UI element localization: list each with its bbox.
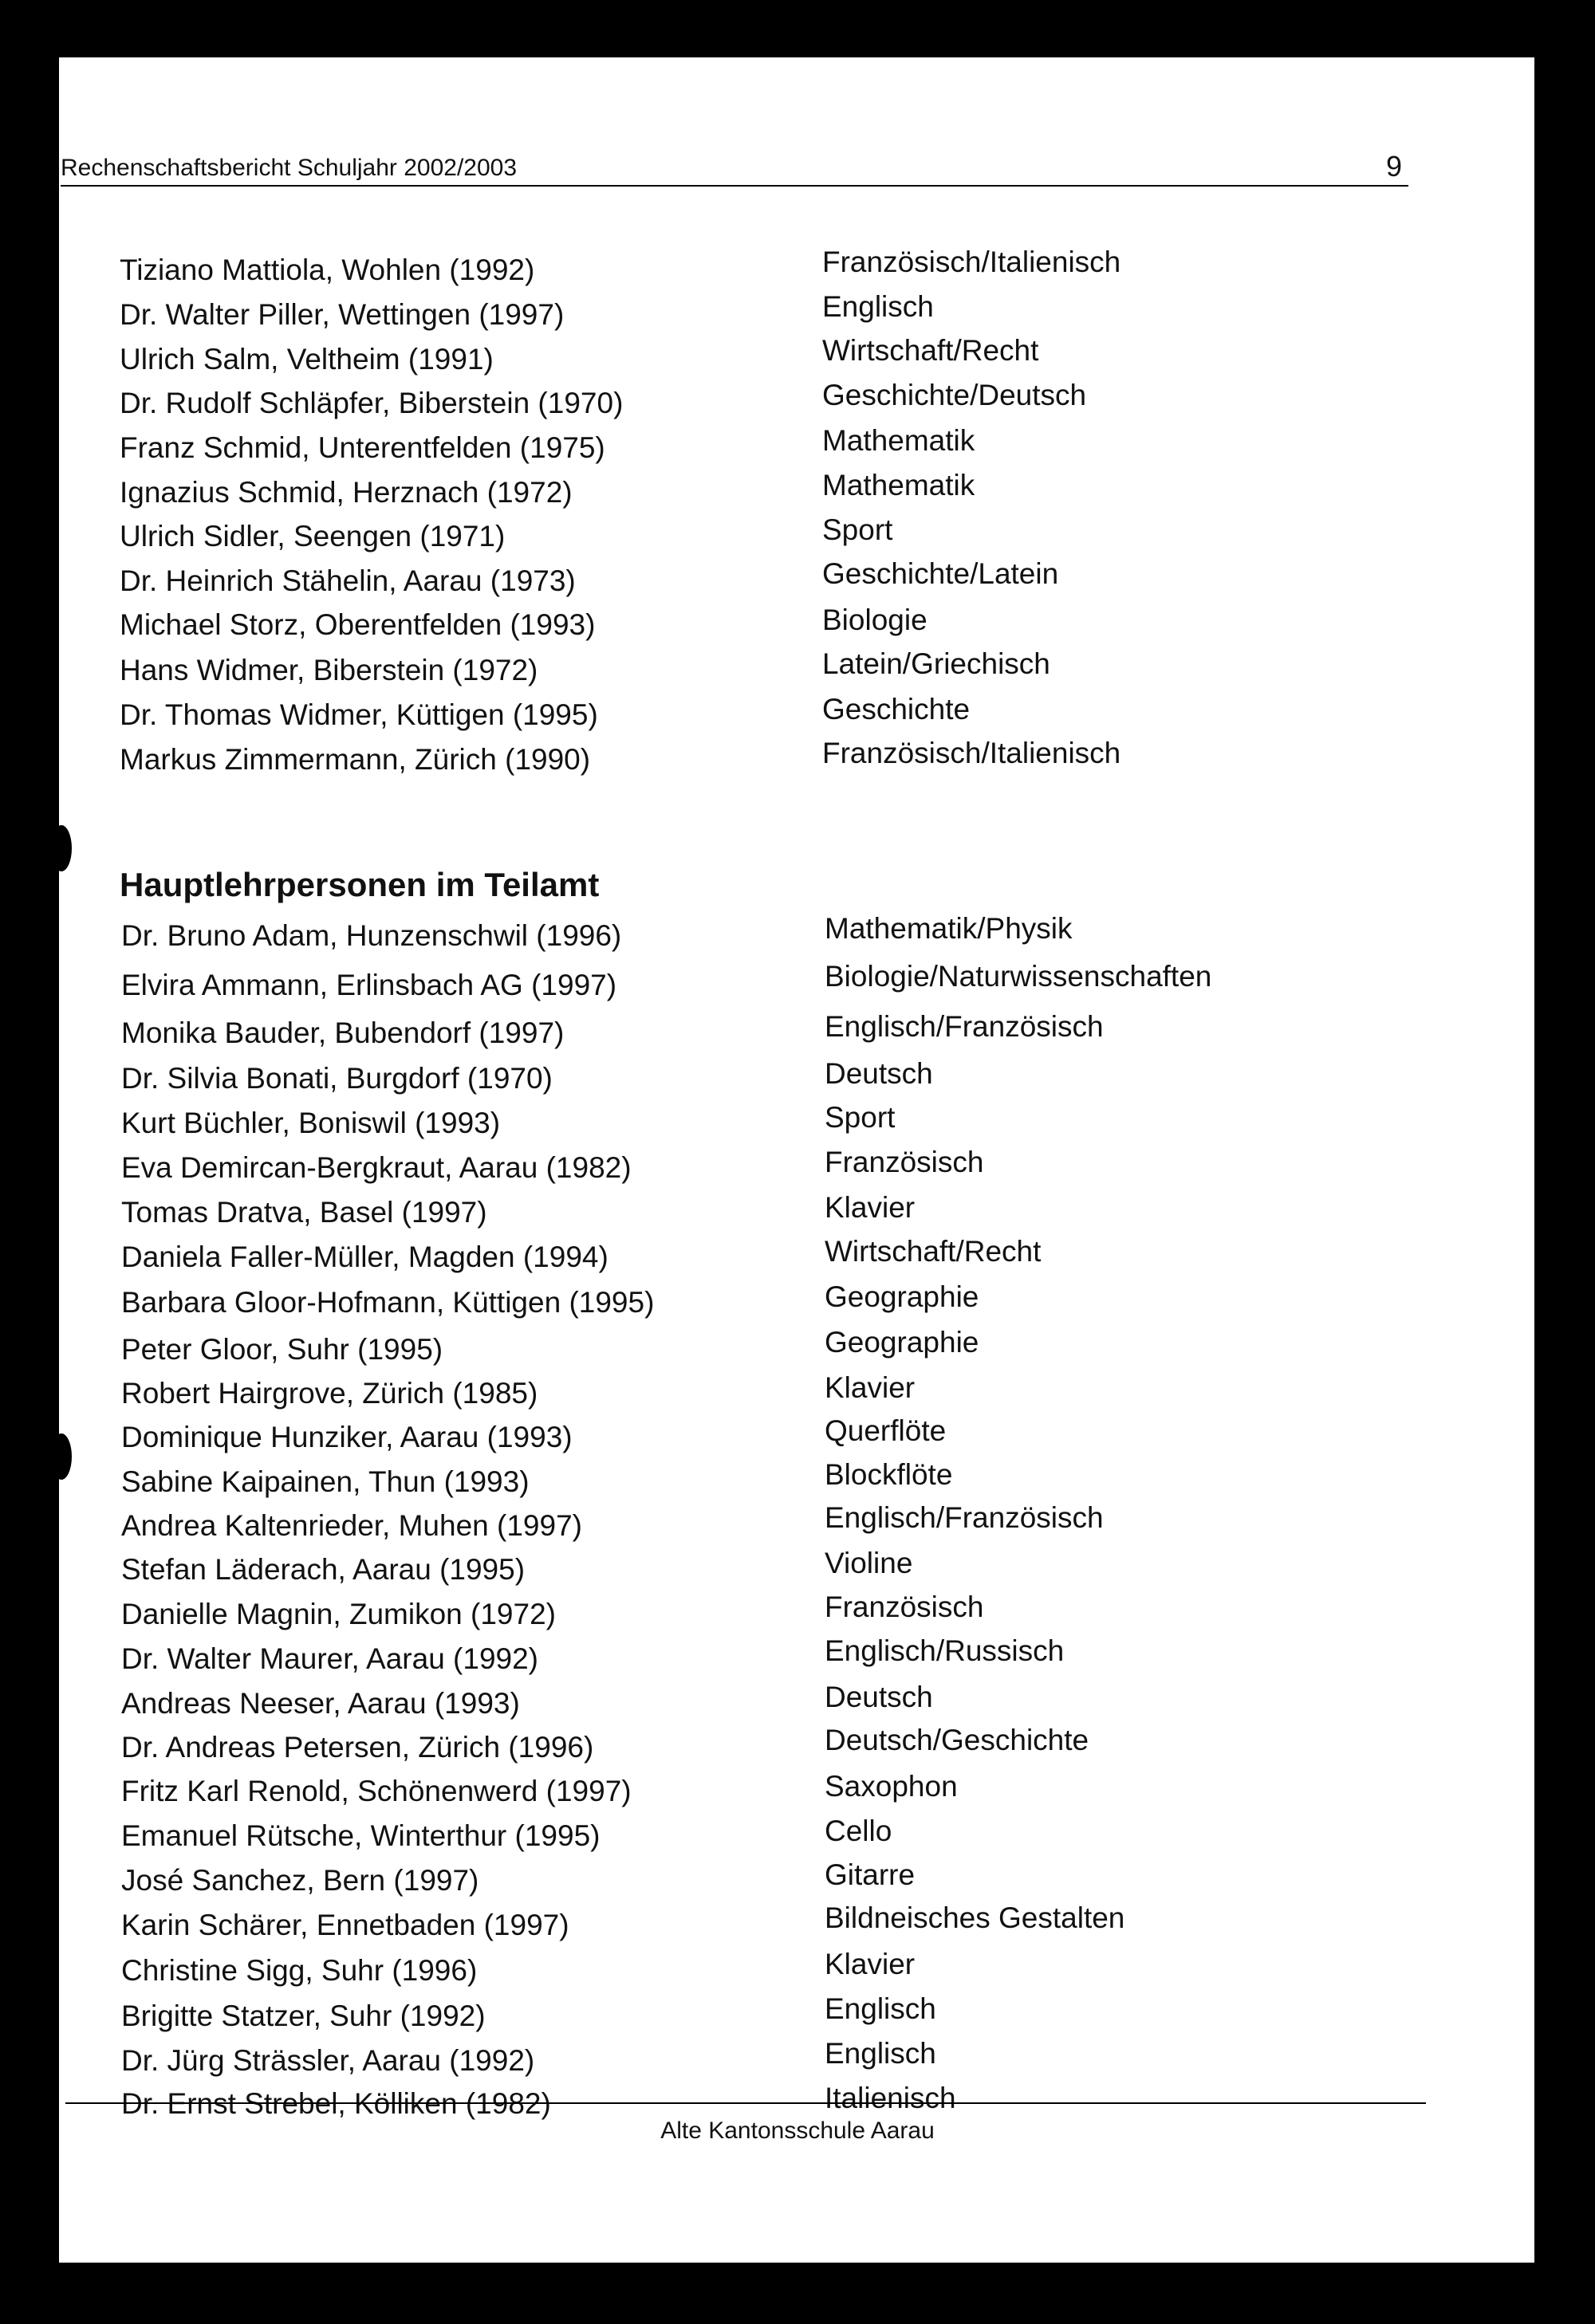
teacher-subject: Klavier — [825, 1948, 916, 1980]
section-heading: Hauptlehrpersonen im Teilamt — [120, 866, 600, 903]
teacher-name: Dr. Heinrich Stähelin, Aarau (1973) — [120, 564, 576, 597]
teacher-subject: Biologie/Naturwissenschaften — [825, 960, 1212, 993]
teacher-name: Ignazius Schmid, Herznach (1972) — [120, 476, 573, 509]
teacher-name: Franz Schmid, Unterentfelden (1975) — [120, 431, 605, 464]
teacher-name: Emanuel Rütsche, Winterthur (1995) — [121, 1819, 601, 1852]
footer-divider — [65, 2102, 1426, 2104]
report-title: Rechenschaftsbericht Schuljahr 2002/2003 — [61, 155, 518, 181]
teacher-subject: Bildneisches Gestalten — [825, 1901, 1125, 1934]
teacher-subject: Blockflöte — [825, 1458, 953, 1491]
teacher-subject: Englisch — [822, 290, 934, 323]
teacher-name: Dr. Rudolf Schläpfer, Biberstein (1970) — [120, 387, 624, 419]
teacher-subject: Französisch — [825, 1591, 984, 1623]
teacher-name: Tiziano Mattiola, Wohlen (1992) — [120, 254, 535, 286]
teacher-name: Andreas Neeser, Aarau (1993) — [121, 1687, 520, 1720]
teacher-subject: Cello — [825, 1815, 892, 1847]
teacher-name: Peter Gloor, Suhr (1995) — [121, 1333, 443, 1366]
teacher-name: Brigitte Statzer, Suhr (1992) — [121, 2000, 486, 2032]
teacher-subject: Sport — [822, 513, 893, 546]
teacher-subject: Mathematik — [822, 469, 975, 501]
teacher-name: Dr. Jürg Strässler, Aarau (1992) — [121, 2044, 535, 2077]
teacher-name: Karin Schärer, Ennetbaden (1997) — [121, 1909, 569, 1941]
teacher-name: Ulrich Salm, Veltheim (1991) — [120, 343, 494, 376]
teacher-name: Robert Hairgrove, Zürich (1985) — [121, 1377, 538, 1410]
teacher-subject: Englisch — [825, 2037, 936, 2070]
teacher-name: Danielle Magnin, Zumikon (1972) — [121, 1598, 556, 1630]
teacher-subject: Mathematik — [822, 424, 975, 457]
teacher-name: Ulrich Sidler, Seengen (1971) — [120, 520, 506, 552]
page-footer: Alte Kantonsschule Aarau — [660, 2118, 935, 2144]
teacher-subject: Violine — [825, 1547, 913, 1579]
teacher-subject: Wirtschaft/Recht — [822, 334, 1039, 367]
teacher-name: Dr. Thomas Widmer, Küttigen (1995) — [120, 698, 598, 731]
teacher-subject: Geographie — [825, 1326, 979, 1359]
teacher-name: Kurt Büchler, Boniswil (1993) — [121, 1107, 501, 1139]
punch-hole — [51, 1433, 72, 1480]
teacher-subject: Biologie — [822, 604, 927, 636]
teacher-name: Daniela Faller-Müller, Magden (1994) — [121, 1241, 608, 1273]
teacher-subject: Italienisch — [825, 2082, 956, 2114]
teacher-subject: Sport — [825, 1101, 896, 1134]
teacher-subject: Englisch/Russisch — [825, 1634, 1065, 1667]
teacher-subject: Französisch/Italienisch — [822, 737, 1121, 769]
teacher-subject: Französisch — [825, 1146, 984, 1178]
teacher-name: Christine Sigg, Suhr (1996) — [121, 1954, 478, 1987]
teacher-name: Barbara Gloor-Hofmann, Küttigen (1995) — [121, 1286, 655, 1319]
teacher-subject: Englisch/Französisch — [825, 1501, 1104, 1534]
teacher-name: Elvira Ammann, Erlinsbach AG (1997) — [121, 969, 617, 1001]
teacher-name: Michael Storz, Oberentfelden (1993) — [120, 608, 596, 641]
teacher-subject: Gitarre — [825, 1858, 916, 1891]
teacher-subject: Englisch/Französisch — [825, 1010, 1104, 1043]
teacher-name: Eva Demircan-Bergkraut, Aarau (1982) — [121, 1151, 632, 1184]
teacher-subject: Latein/Griechisch — [822, 647, 1050, 680]
teacher-name: Sabine Kaipainen, Thun (1993) — [121, 1465, 530, 1498]
teacher-name: Dr. Bruno Adam, Hunzenschwil (1996) — [121, 919, 622, 952]
page-number: 9 — [1385, 150, 1402, 183]
teacher-name: Dr. Ernst Strebel, Kölliken (1982) — [121, 2087, 551, 2120]
teacher-subject: Querflöte — [825, 1414, 947, 1447]
teacher-subject: Englisch — [825, 1992, 936, 2025]
teacher-subject: Deutsch/Geschichte — [825, 1724, 1089, 1756]
teacher-name: José Sanchez, Bern (1997) — [121, 1864, 479, 1897]
punch-hole — [51, 825, 72, 871]
teacher-name: Hans Widmer, Biberstein (1972) — [120, 654, 538, 686]
teacher-subject: Geschichte/Latein — [822, 557, 1059, 590]
teacher-subject: Mathematik/Physik — [825, 912, 1073, 945]
teacher-name: Stefan Läderach, Aarau (1995) — [121, 1553, 526, 1586]
teacher-subject: Geschichte/Deutsch — [822, 379, 1087, 411]
teacher-subject: Geographie — [825, 1280, 979, 1313]
teacher-name: Monika Bauder, Bubendorf (1997) — [121, 1017, 565, 1049]
teacher-subject: Klavier — [825, 1191, 916, 1224]
page-header — [61, 102, 1408, 187]
teacher-name: Dr. Walter Maurer, Aarau (1992) — [121, 1642, 539, 1675]
teacher-name: Tomas Dratva, Basel (1997) — [121, 1196, 487, 1229]
teacher-name: Dr. Andreas Petersen, Zürich (1996) — [121, 1731, 594, 1764]
teacher-name: Andrea Kaltenrieder, Muhen (1997) — [121, 1509, 582, 1542]
teacher-subject: Deutsch — [825, 1681, 933, 1713]
teacher-subject: Wirtschaft/Recht — [825, 1235, 1042, 1268]
teacher-subject: Französisch/Italienisch — [822, 246, 1121, 278]
teacher-name: Markus Zimmermann, Zürich (1990) — [120, 743, 591, 776]
teacher-subject: Klavier — [825, 1371, 916, 1404]
teacher-subject: Geschichte — [822, 693, 971, 726]
teacher-name: Dr. Walter Piller, Wettingen (1997) — [120, 298, 565, 331]
teacher-name: Dr. Silvia Bonati, Burgdorf (1970) — [121, 1062, 553, 1095]
teacher-name: Dominique Hunziker, Aarau (1993) — [121, 1421, 573, 1453]
teacher-subject: Deutsch — [825, 1057, 933, 1090]
teacher-name: Fritz Karl Renold, Schönenwerd (1997) — [121, 1775, 632, 1807]
teacher-subject: Saxophon — [825, 1770, 958, 1803]
